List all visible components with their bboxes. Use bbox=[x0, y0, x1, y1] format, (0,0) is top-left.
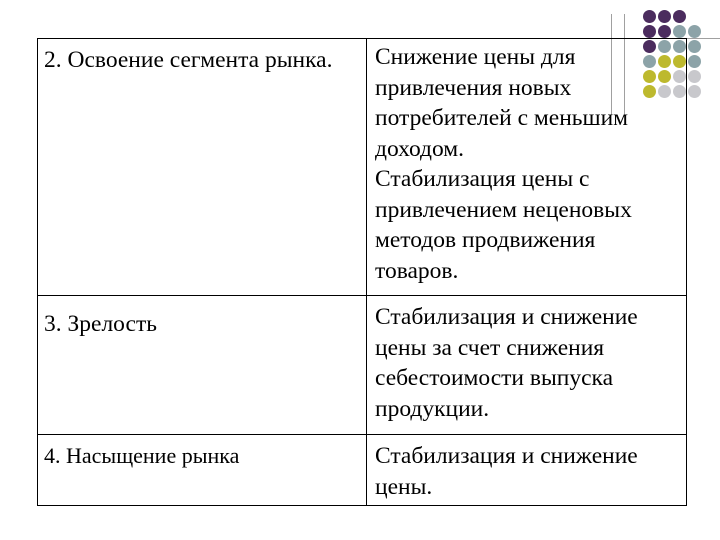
strategy-line: методов продвижения bbox=[375, 227, 596, 253]
decor-dot bbox=[688, 55, 701, 68]
stage-label: 4. Насыщение рынка bbox=[44, 443, 240, 468]
strategy-text bbox=[375, 39, 686, 286]
strategy-cell bbox=[367, 296, 687, 435]
decor-dot bbox=[688, 40, 701, 53]
decor-dot bbox=[658, 25, 671, 38]
strategy-line: цены. bbox=[375, 473, 433, 500]
table-row bbox=[38, 39, 687, 296]
strategy-line: Стабилизация и снижение bbox=[375, 443, 638, 469]
strategy-line: Снижение цены для bbox=[375, 44, 576, 70]
strategy-text bbox=[375, 435, 686, 502]
strategy-line: потребителей с меньшим bbox=[375, 105, 629, 131]
strategy-text bbox=[375, 296, 686, 424]
strategy-line: привлечения новых bbox=[375, 74, 572, 101]
strategy-line: Стабилизация цены с bbox=[375, 166, 590, 192]
stage-label: 2. Освоение сегмента рынка. bbox=[44, 47, 333, 73]
decor-dot bbox=[643, 10, 656, 23]
strategy-line: товаров. bbox=[375, 257, 459, 284]
stage-cell bbox=[38, 296, 367, 435]
table-row bbox=[38, 296, 687, 435]
decor-dot bbox=[688, 25, 701, 38]
strategy-line: доходом. bbox=[375, 135, 465, 162]
strategy-cell bbox=[367, 435, 687, 506]
strategy-line: Стабилизация и снижение bbox=[375, 304, 638, 330]
decor-dot bbox=[643, 25, 656, 38]
stage-cell bbox=[38, 39, 367, 296]
strategy-line: привлечением неценовых bbox=[375, 196, 632, 223]
decor-dot bbox=[658, 10, 671, 23]
stage-label: 3. Зрелость bbox=[44, 311, 157, 337]
table-row bbox=[38, 435, 687, 506]
strategy-line: себестоимости выпуска bbox=[375, 365, 614, 391]
decor-dot bbox=[673, 25, 686, 38]
decor-dot bbox=[688, 85, 701, 98]
stage-cell bbox=[38, 435, 367, 506]
decor-dot bbox=[688, 70, 701, 83]
strategy-line: продукции. bbox=[375, 395, 490, 422]
pricing-strategy-table bbox=[37, 38, 687, 506]
strategy-line: цены за счет снижения bbox=[375, 334, 605, 361]
strategy-cell bbox=[367, 39, 687, 296]
decor-dot bbox=[673, 10, 686, 23]
